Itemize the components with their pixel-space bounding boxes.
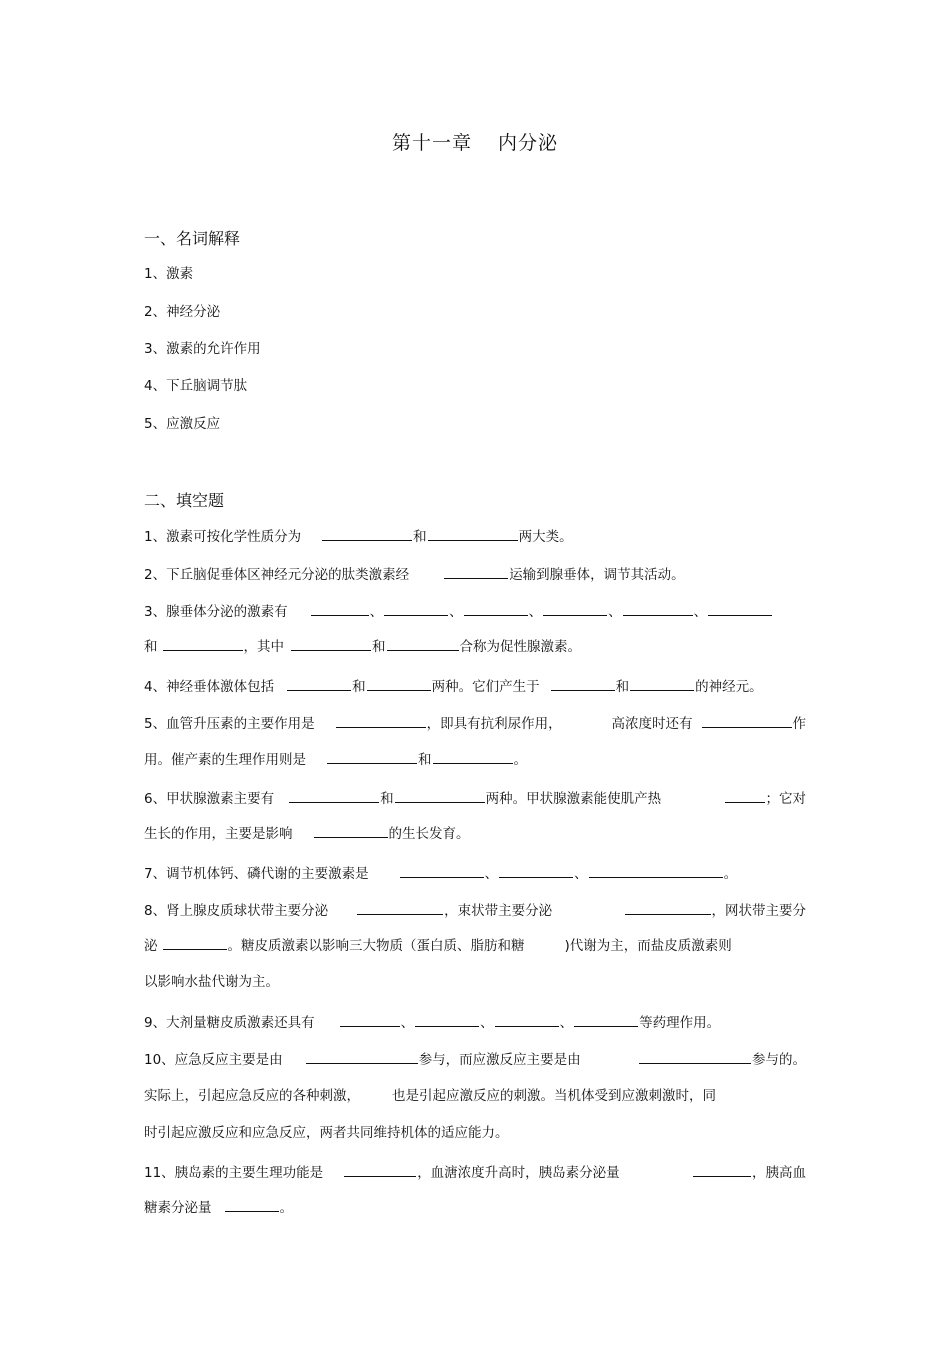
answer-blank[interactable] bbox=[314, 823, 388, 838]
chapter-number: 第十一章 bbox=[391, 132, 472, 154]
answer-blank[interactable] bbox=[225, 1197, 279, 1212]
answer-blank[interactable] bbox=[702, 713, 792, 728]
answer-blank[interactable] bbox=[499, 863, 573, 878]
answer-blank[interactable] bbox=[163, 935, 227, 950]
question-2: 2、下丘脑促垂体区神经元分泌的肽类激素经 运输到腺垂体，调节其活动。 bbox=[144, 564, 685, 585]
answer-blank[interactable] bbox=[336, 713, 426, 728]
answer-blank[interactable] bbox=[551, 676, 615, 691]
term-item: 4、下丘脑调节肽 bbox=[144, 378, 248, 394]
answer-blank[interactable] bbox=[543, 601, 607, 616]
answer-blank[interactable] bbox=[367, 676, 431, 691]
section-heading-fill-blanks: 二、填空题 bbox=[144, 491, 225, 510]
answer-blank[interactable] bbox=[344, 1162, 416, 1177]
answer-blank[interactable] bbox=[623, 601, 693, 616]
term-item: 1、激素 bbox=[144, 266, 194, 282]
question-6: 6、甲状腺激素主要有 和 两种。甲状腺激素能使肌产热 ；它对 bbox=[144, 788, 806, 809]
answer-blank[interactable] bbox=[384, 601, 448, 616]
answer-blank[interactable] bbox=[708, 601, 772, 616]
answer-blank[interactable] bbox=[357, 900, 443, 915]
term-item: 3、激素的允许作用 bbox=[144, 341, 261, 357]
answer-blank[interactable] bbox=[725, 788, 765, 803]
answer-blank[interactable] bbox=[444, 564, 508, 579]
question-5: 5、血管升压素的主要作用是 ，即具有抗利尿作用， 高浓度时还有 作 bbox=[144, 713, 806, 734]
question-8-end: 以影响水盐代谢为主。 bbox=[144, 974, 279, 990]
answer-blank[interactable] bbox=[163, 636, 243, 651]
question-4: 4、神经垂体激体包括 和 两种。它们产生于 和 的神经元。 bbox=[144, 676, 763, 697]
answer-blank[interactable] bbox=[327, 749, 417, 764]
answer-blank[interactable] bbox=[322, 526, 412, 541]
answer-blank[interactable] bbox=[464, 601, 528, 616]
question-10: 10、应急反应主要是由 参与，而应激反应主要是由 参与的。 bbox=[144, 1049, 806, 1070]
question-7: 7、调节机体钙、磷代谢的主要激素是 、 、 。 bbox=[144, 863, 737, 884]
answer-blank[interactable] bbox=[311, 601, 369, 616]
question-3: 3、腺垂体分泌的激素有 、 、 、 、 、 bbox=[144, 601, 773, 622]
answer-blank[interactable] bbox=[693, 1162, 751, 1177]
answer-blank[interactable] bbox=[291, 636, 371, 651]
question-5-continued: 用。催产素的生理作用则是 和 。 bbox=[144, 749, 527, 770]
question-6-continued: 生长的作用，主要是影响 的生长发育。 bbox=[144, 823, 470, 844]
question-1: 1、激素可按化学性质分为 和 两大类。 bbox=[144, 526, 573, 547]
question-8-continued: 泌 。糖皮质激素以影响三大物质（蛋白质、脂肪和糖 )代谢为主，而盐皮质激素则 bbox=[144, 935, 732, 956]
answer-blank[interactable] bbox=[289, 788, 379, 803]
answer-blank[interactable] bbox=[495, 1012, 559, 1027]
term-item: 2、神经分泌 bbox=[144, 304, 221, 320]
question-11-continued: 糖素分泌量 。 bbox=[144, 1197, 293, 1218]
answer-blank[interactable] bbox=[630, 676, 694, 691]
answer-blank[interactable] bbox=[428, 526, 518, 541]
answer-blank[interactable] bbox=[287, 676, 351, 691]
page-title bbox=[0, 128, 950, 155]
answer-blank[interactable] bbox=[387, 636, 459, 651]
answer-blank[interactable] bbox=[574, 1012, 638, 1027]
answer-blank[interactable] bbox=[306, 1049, 418, 1064]
question-8: 8、肾上腺皮质球状带主要分泌 ，束状带主要分泌 ，网状带主要分 bbox=[144, 900, 806, 921]
section-heading-terms: 一、名词解释 bbox=[144, 229, 241, 248]
question-10-continued: 实际上，引起应急反应的各种刺激， 也是引起应激反应的刺激。当机体受到应激刺激时，同 bbox=[144, 1088, 716, 1104]
answer-blank[interactable] bbox=[433, 749, 513, 764]
question-9: 9、大剂量糖皮质激素还具有 、 、 、 等药理作用。 bbox=[144, 1012, 720, 1033]
answer-blank[interactable] bbox=[415, 1012, 479, 1027]
term-item: 5、应激反应 bbox=[144, 416, 221, 432]
question-10-end: 时引起应激反应和应急反应，两者共同维持机体的适应能力。 bbox=[144, 1125, 509, 1141]
answer-blank[interactable] bbox=[340, 1012, 400, 1027]
answer-blank[interactable] bbox=[639, 1049, 751, 1064]
answer-blank[interactable] bbox=[625, 900, 711, 915]
chapter-name: 内分泌 bbox=[498, 132, 559, 154]
answer-blank[interactable] bbox=[400, 863, 484, 878]
answer-blank[interactable] bbox=[589, 863, 723, 878]
question-3-continued: 和 ，其中 和 合称为促性腺激素。 bbox=[144, 636, 581, 657]
question-11: 11、胰岛素的主要生理功能是 ，血溏浓度升高时，胰岛素分泌量 ，胰高血 bbox=[144, 1162, 806, 1183]
answer-blank[interactable] bbox=[395, 788, 485, 803]
